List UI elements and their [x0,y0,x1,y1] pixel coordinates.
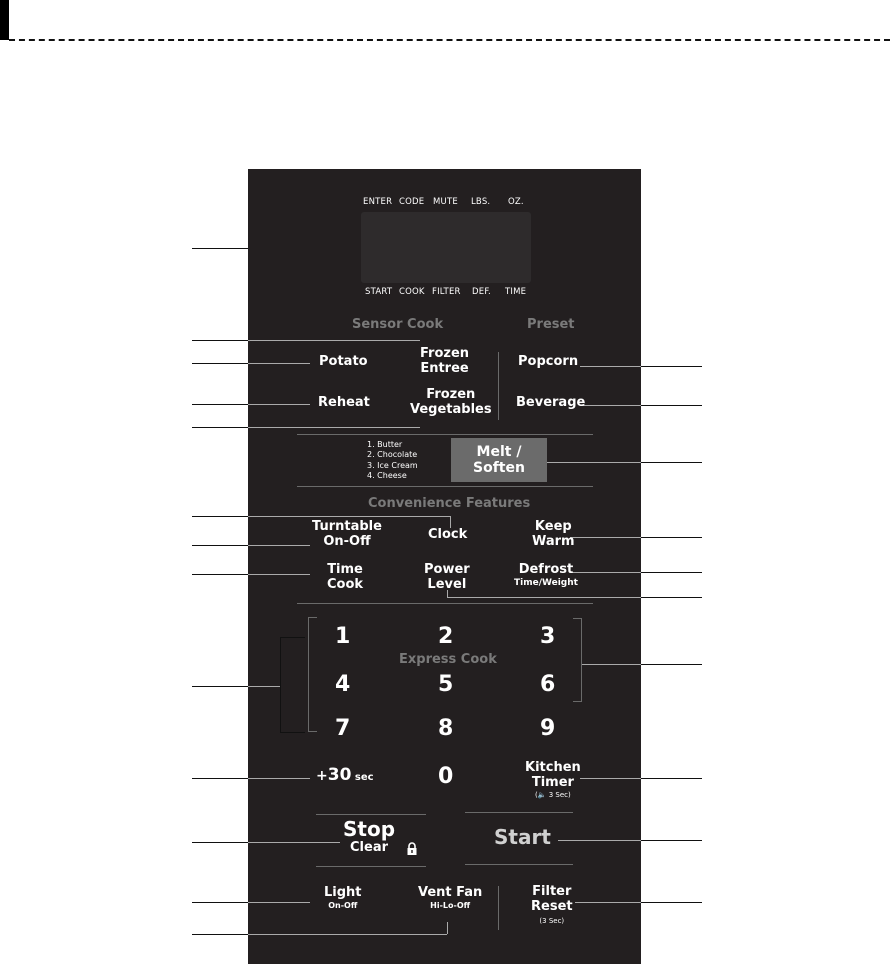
potato-button[interactable]: Potato [319,354,368,369]
indicator-time: TIME [505,287,527,297]
leader-line [248,934,447,935]
corner-bar [0,0,9,40]
leader-line [580,405,641,406]
section-convenience: Convenience Features [368,496,531,511]
leader-line [248,778,310,779]
keypad-bracket-outer [280,637,305,733]
indicator-cook: COOK [399,287,425,297]
time-cook-line2: Cook [327,576,364,592]
express-cook-label: Express Cook [399,652,497,667]
leader-line [248,516,450,517]
time-cook-line1: Time [327,562,363,577]
divider [465,864,573,865]
turntable-line1: Turntable [312,519,382,534]
indicator-oz: OZ. [508,197,524,207]
leader-line [547,462,641,463]
frozen-vegetables-button[interactable] [410,388,492,418]
divider [316,866,426,867]
section-preset: Preset [527,317,575,332]
leader-line [582,664,641,665]
stop-clear-button[interactable] [343,818,395,856]
kitchen-timer-line2: Timer [531,774,574,790]
melt-option: 2. Chocolate [367,450,418,460]
divider [297,434,593,435]
vent-fan-button[interactable] [418,886,482,910]
plus30-unit: sec [351,772,374,783]
time-cook-button[interactable] [327,563,363,593]
start-button[interactable]: Start [494,825,551,849]
filter-reset-button[interactable] [531,885,573,925]
keep-warm-line1: Keep [534,519,572,534]
frozen-entree-line2: Entree [420,360,469,376]
leader-line [580,366,641,367]
key-5[interactable]: 5 [438,672,454,697]
key-2[interactable]: 2 [438,624,454,649]
filter-reset-note: (3 Sec) [539,916,565,925]
leader-line [248,574,310,575]
melt-line1: Melt / [476,444,522,460]
kitchen-timer-mute-note: (🔈 3 Sec) [535,790,571,799]
section-sensor-cook: Sensor Cook [352,317,444,332]
indicator-lbs: LBS. [471,197,491,207]
divider [297,486,593,487]
leader-line [248,902,310,903]
power-level-line1: Power [424,562,470,577]
plus30-num: 30 [327,765,352,785]
turntable-button[interactable] [312,520,382,550]
key-7[interactable]: 7 [335,716,351,741]
leader-line [570,537,641,538]
stop-label: Stop [343,817,396,841]
frozen-entree-line1: Frozen [420,346,470,361]
keep-warm-button[interactable] [532,520,575,550]
light-line1: Light [324,885,362,900]
clock-button[interactable]: Clock [428,527,468,542]
leader-line [248,427,420,428]
indicator-enter: ENTER [363,197,393,207]
key-9[interactable]: 9 [540,716,556,741]
leader-line [248,686,280,687]
divider [498,886,499,930]
key-8[interactable]: 8 [438,716,454,741]
turntable-line2: On-Off [323,533,371,549]
leader-line [572,572,641,573]
leader-line [575,902,641,903]
key-4[interactable]: 4 [335,672,351,697]
leader-line [248,340,420,341]
frozen-entree-button[interactable] [420,347,469,377]
key-6[interactable]: 6 [540,672,556,697]
indicator-start: START [365,287,393,297]
section-divider [498,352,499,420]
filter-reset-line2: Reset [531,898,573,914]
indicator-code: CODE [399,197,425,207]
melt-line2: Soften [473,460,525,477]
plus30-plus: + [316,768,328,784]
melt-option: 1. Butter [367,440,403,449]
key-3[interactable]: 3 [540,624,556,649]
reheat-button[interactable]: Reheat [318,395,370,410]
keypad-bracket-right [573,618,582,702]
light-line2: On-Off [328,900,358,910]
leader-line [447,597,641,598]
frozen-vegetables-line1: Frozen [426,387,476,402]
lock-icon [406,842,418,856]
popcorn-button[interactable]: Popcorn [518,354,579,369]
leader-line [580,778,641,779]
defrost-line2: Time/Weight [514,577,578,588]
keypad-bracket-left [308,617,317,732]
key-1[interactable]: 1 [335,624,351,649]
beverage-button[interactable]: Beverage [516,395,586,410]
melt-soften-label [451,444,547,476]
leader-line [447,922,448,934]
power-level-line2: Level [427,576,467,592]
filter-reset-line1: Filter [532,884,572,899]
kitchen-timer-line1: Kitchen [525,760,581,775]
leader-line [248,545,310,546]
leader-line [248,363,310,364]
indicator-filter: FILTER [432,287,461,297]
vent-fan-line1: Vent Fan [418,885,483,900]
divider [316,814,426,815]
leader-line [248,404,310,405]
key-0[interactable]: 0 [438,764,454,789]
vent-fan-line2: Hi-Lo-Off [430,900,471,910]
keep-warm-line2: Warm [532,533,575,549]
clear-label: Clear [350,840,389,855]
melt-option: 4. Cheese [367,471,407,481]
kitchen-timer-button[interactable] [525,761,581,799]
defrost-button[interactable] [514,563,578,588]
melt-options-list [367,440,418,482]
indicator-mute: MUTE [433,197,458,207]
divider [297,603,593,604]
melt-option: 3. Ice Cream [367,460,418,470]
divider [465,812,573,813]
leader-line [248,842,340,843]
defrost-line1: Defrost [518,562,574,577]
dashed-divider [9,39,890,41]
frozen-vegetables-line2: Vegetables [410,401,492,417]
plus30-button[interactable] [316,766,374,786]
light-button[interactable] [324,886,362,910]
lcd-display [361,212,531,283]
indicator-def: DEF. [472,287,491,297]
melt-soften-button[interactable] [451,438,547,482]
leader-line [558,840,641,841]
power-level-button[interactable] [424,563,470,593]
